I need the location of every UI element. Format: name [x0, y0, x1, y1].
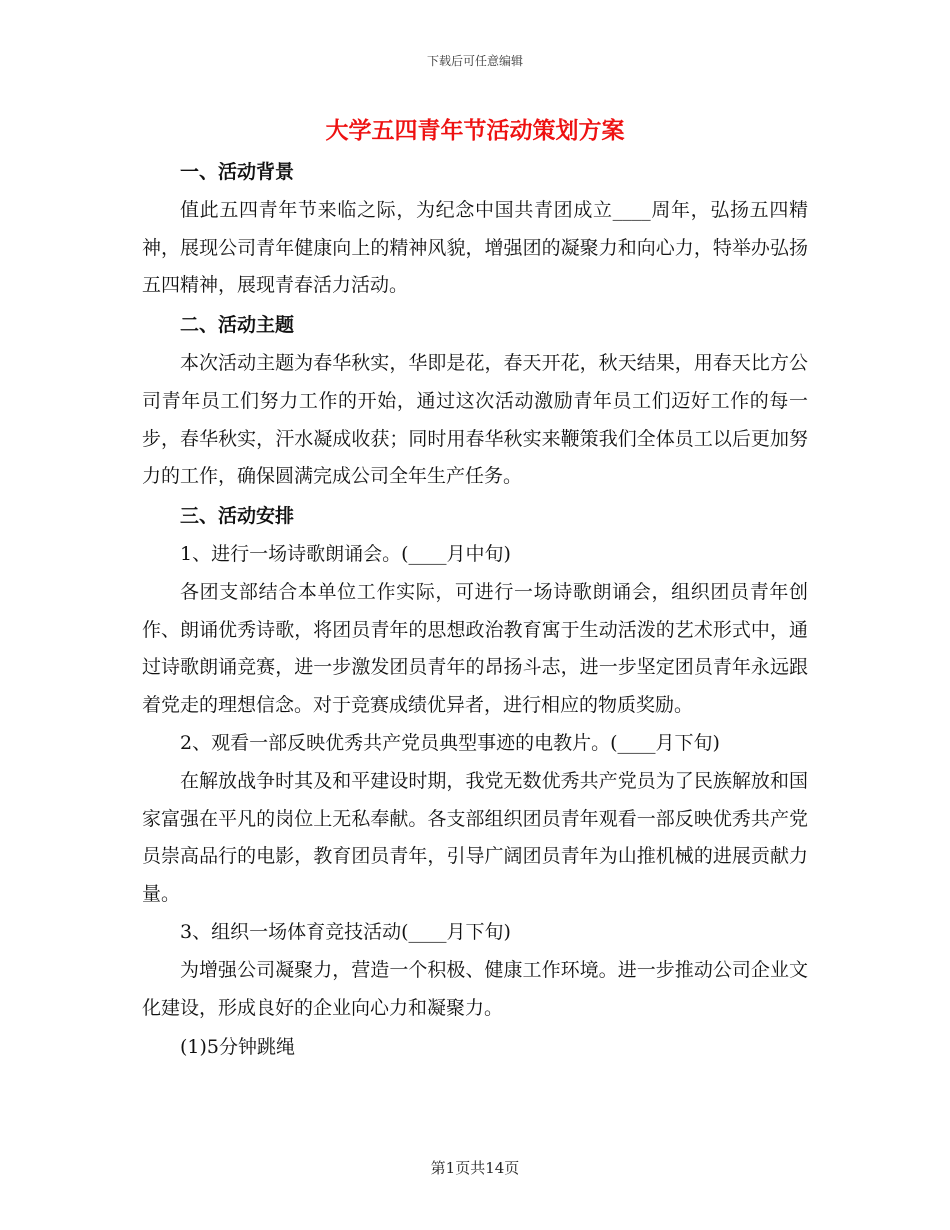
item-2-title: 2、观看一部反映优秀共产党员典型事迹的电教片。(____月下旬) — [180, 731, 720, 754]
section-heading-theme: 二、活动主题 — [180, 314, 295, 337]
page-footer: 第1页共14页 — [430, 1159, 520, 1177]
document-body — [142, 154, 808, 1067]
item-3-title: 3、组织一场体育竞技活动(____月下旬) — [180, 920, 511, 943]
paragraph-background: 值此五四青年节来临之际，为纪念中国共青团成立____周年，弘扬五四精神，展现公司青年健康向上的精神风貌，增强团的凝聚力和向心力，特举办弘扬五四精神，展现青春活力活动。 — [142, 198, 808, 297]
section-heading-arrangement: 三、活动安排 — [180, 505, 295, 528]
item-1-paragraph: 各团支部结合本单位工作实际，可进行一场诗歌朗诵会，组织团员青年创作、朗诵优秀诗歌，将团员青年的思想政治教育寓于生动活泼的艺术形式中，通过诗歌朗诵竞赛，进一步激发团员青年的昂扬斗志，进一步坚定团员青年永远跟着党走的理想信念。对于竞赛成绩优异者，进行相应的物质奖励。 — [142, 580, 808, 717]
document-title: 大学五四青年节活动策划方案 — [325, 117, 625, 144]
sub-item-1: (1)5分钟跳绳 — [180, 1036, 296, 1059]
item-1-title: 1、进行一场诗歌朗诵会。(____月中旬) — [180, 542, 511, 565]
section-heading-background: 一、活动背景 — [180, 161, 295, 183]
item-3-paragraph: 为增强公司凝聚力，营造一个积极、健康工作环境。进一步推动公司企业文化建设，形成良好的企业向心力和凝聚力。 — [142, 958, 808, 1019]
paragraph-theme: 本次活动主题为春华秋实，华即是花，春天开花，秋天结果，用春天比方公司青年员工们努力工作的开始，通过这次活动激励青年员工们迈好工作的每一步，春华秋实，汗水凝成收获；同时用春华秋实来鞭策我们全体员工以后更加努力的工作，确保圆满完成公司全年生产任务。 — [142, 351, 808, 488]
header-note: 下载后可任意编辑 — [426, 54, 523, 68]
item-2-paragraph: 在解放战争时其及和平建设时期，我党无数优秀共产党员为了民族解放和国家富强在平凡的岗位上无私奉献。各支部组织团员青年观看一部反映优秀共产党员崇高品行的电影，教育团员青年，引导广阔团员青年为山推机械的进展贡献力量。 — [142, 769, 808, 906]
